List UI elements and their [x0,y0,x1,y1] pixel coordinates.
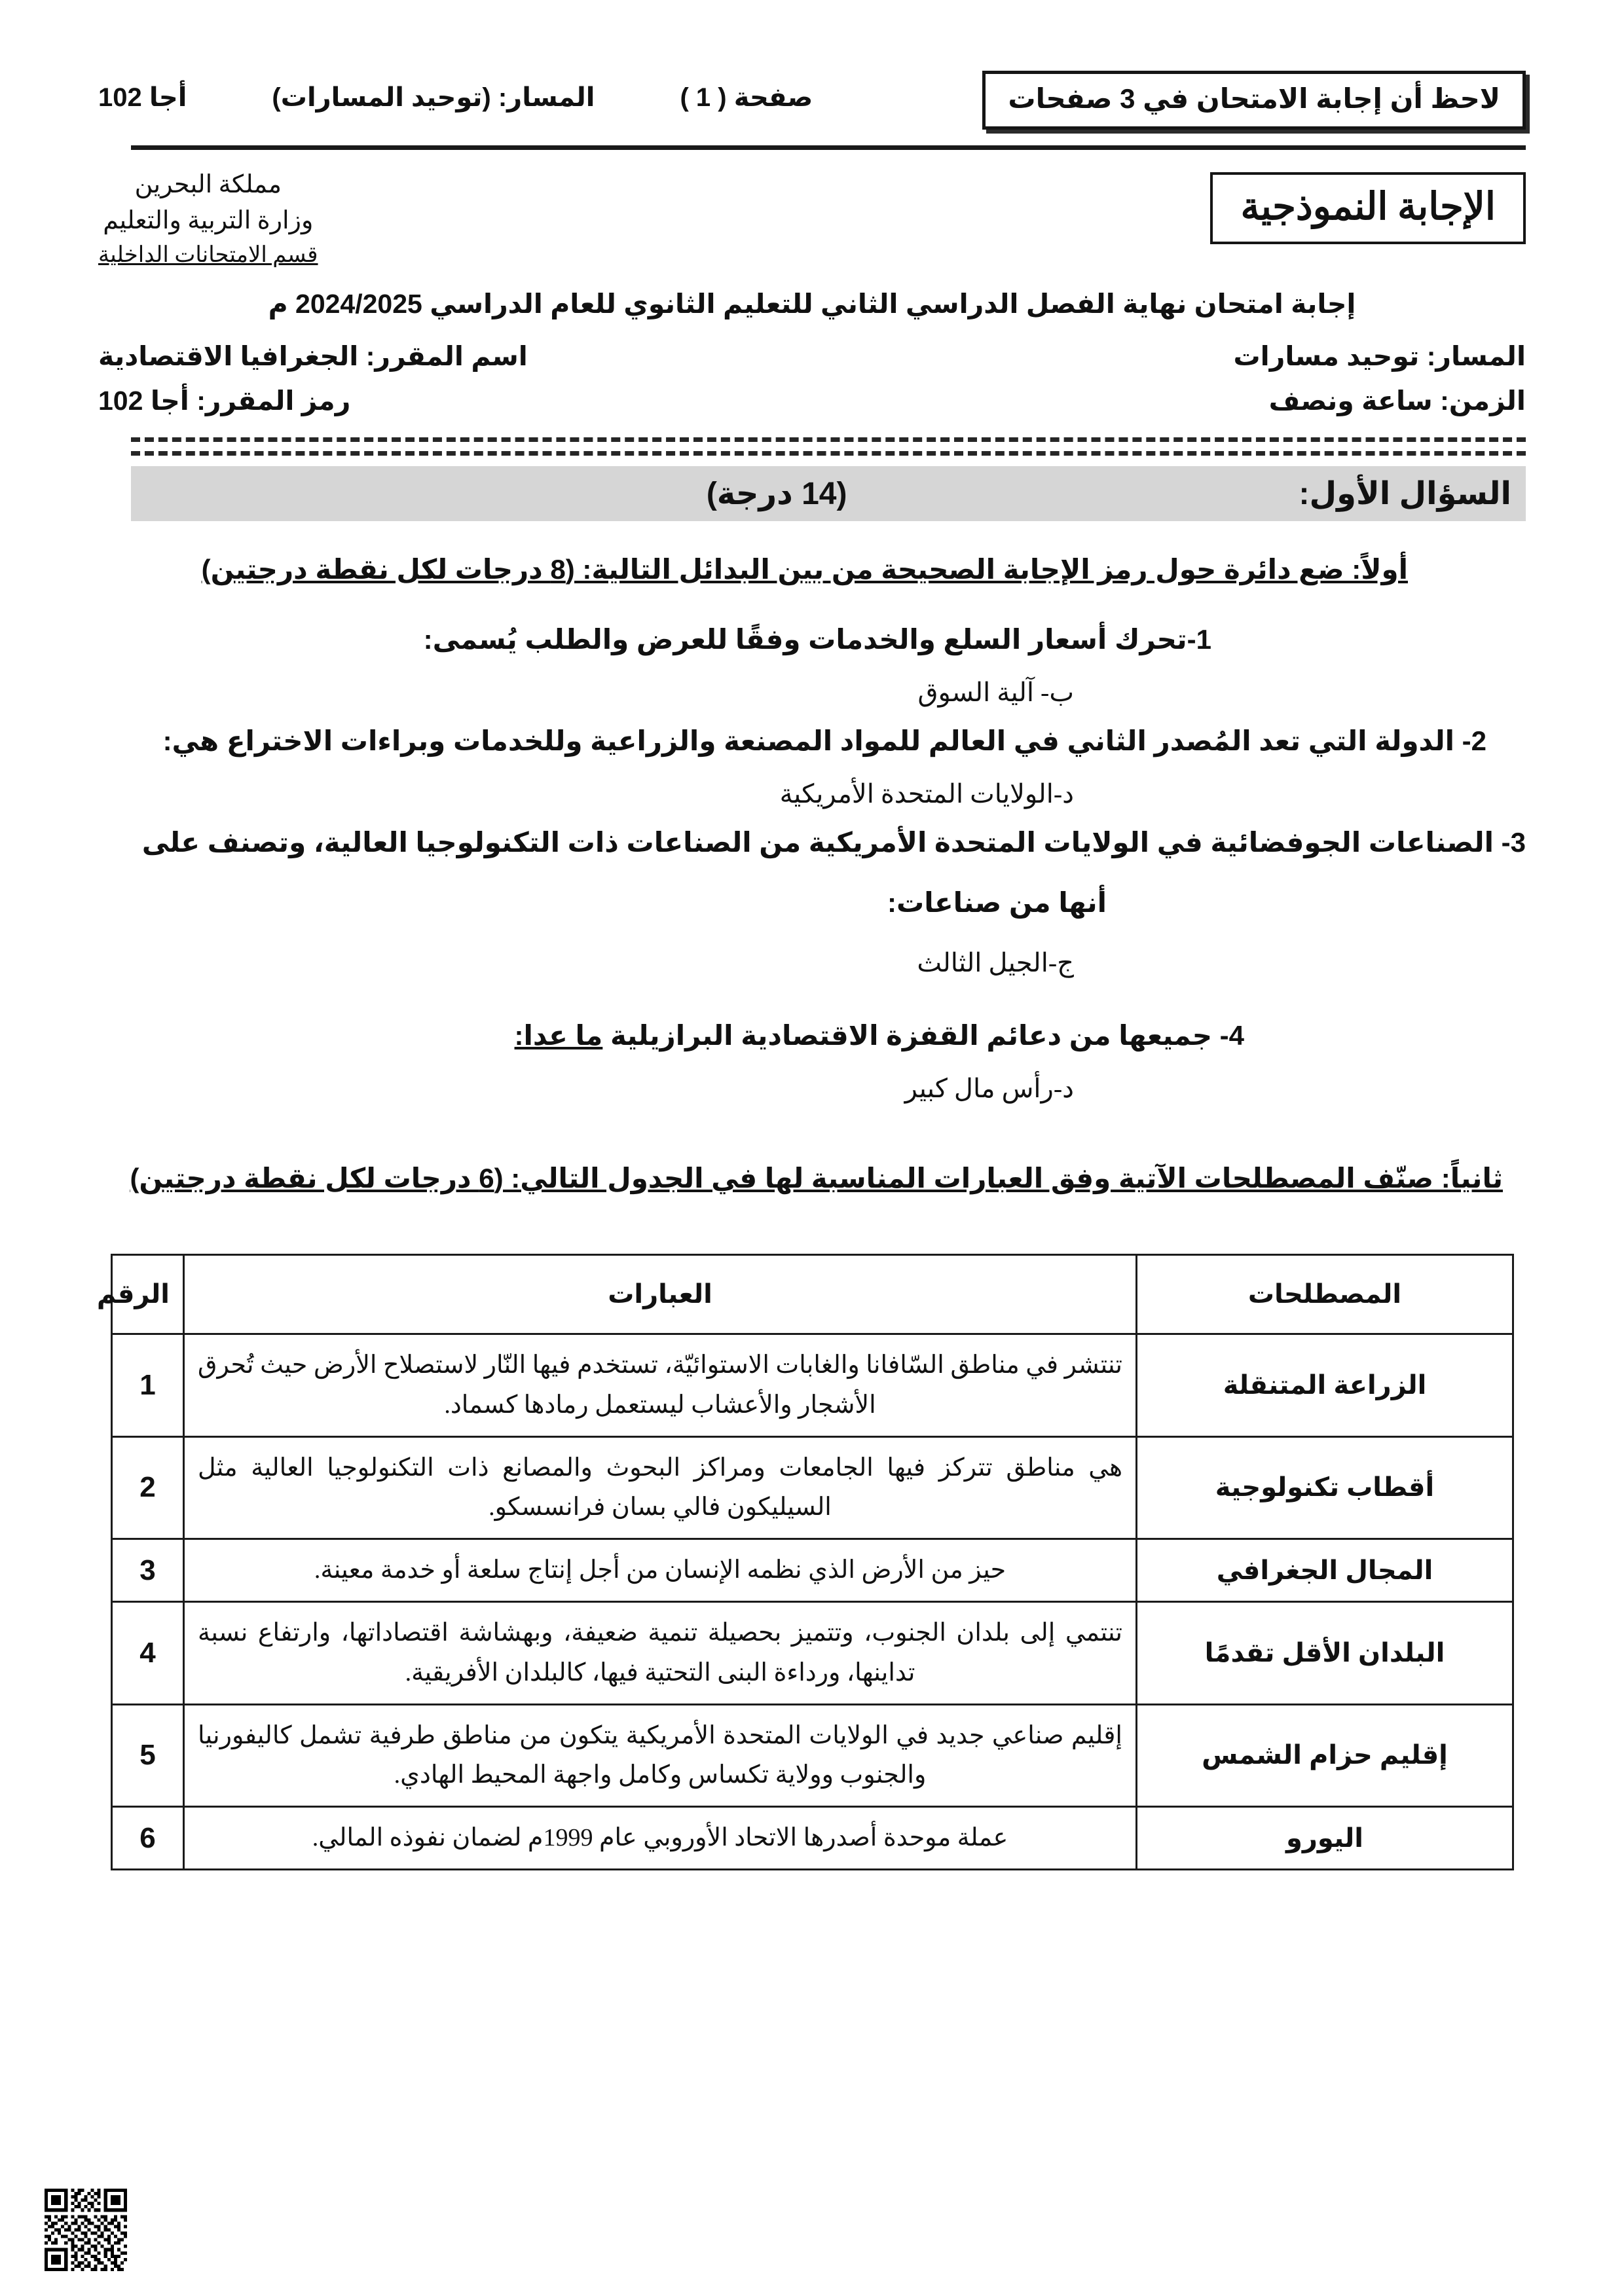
mcq-stem-3-line2: أنها من صناعات: [887,887,1107,918]
mcq-answer-2: د-الولايات المتحدة الأمريكية [779,779,1074,809]
row-statement: عملة موحدة أصدرها الاتحاد الأوروبي عام 1999م لضمان نفوذه المالي. [184,1807,1137,1870]
terms-table-body [112,1334,1513,1870]
table-row [112,1539,1513,1602]
course-info-line-1 [98,340,1526,372]
department-name: قسم الامتحانات الداخلية [98,243,318,268]
qr-code-icon [45,2189,127,2271]
row-term: البلدان الأقل تقدمًا [1137,1601,1513,1704]
row-term: الزراعة المتنقلة [1137,1334,1513,1437]
table-header-row [112,1255,1513,1334]
header-course-code: أجا 102 [98,83,187,112]
row-statement: تنتمي إلى بلدان الجنوب، وتتميز بحصيلة تنمية ضعيفة، وبهشاشة اقتصاداتها، وارتفاع نسبة تداينها، ورداءة البنى التحتية فيها، كالبلدان الأفريقية. [184,1601,1137,1704]
course-name: اسم المقرر: الجغرافيا الاقتصادية [98,341,528,371]
row-number: 4 [112,1601,184,1704]
header-divider [131,145,1526,150]
pages-note-text: لاحظ أن إجابة الامتحان في 3 صفحات [1008,83,1500,114]
question-one-banner [131,466,1526,521]
row-term: اليورو [1137,1807,1513,1870]
table-row [112,1436,1513,1539]
row-number: 6 [112,1807,184,1870]
row-term: أقطاب تكنولوجية [1137,1436,1513,1539]
page-header [98,71,1526,143]
course-info-line-2 [98,385,1526,416]
ministry-block [98,167,318,271]
terms-table [96,1254,1514,1870]
mcq-item-2 [98,720,1526,809]
column-header-statements: العبارات [184,1255,1137,1334]
mcq-item-1 [98,619,1526,708]
row-statement: هي مناطق تتركز فيها الجامعات ومراكز البحوث والمصانع ذات التكنولوجيا العالية مثل السيليكون فالي بسان فرانسسكو. [184,1436,1137,1539]
row-statement: إقليم صناعي جديد في الولايات المتحدة الأمريكية يتكون من مناطق طرفية تشمل كاليفورنيا والجنوب وولاية تكساس وكامل واجهة المحيط الهادي. [184,1704,1137,1807]
exam-time: الزمن: ساعة ونصف [1268,386,1526,416]
row-statement: حيز من الأرض الذي نظمه الإنسان من أجل إنتاج سلعة أو خدمة معينة. [184,1539,1137,1602]
mcq-answer-4: د-رأس مال كبير [904,1074,1074,1103]
table-row [112,1601,1513,1704]
mcq-stem-2: 2- الدولة التي تعد المُصدر الثاني في العالم للمواد المصنعة والزراعية وللخدمات وبراءات الاختراع هي: [162,725,1486,756]
mcq-answer-1: ب- آلية السوق [917,678,1074,707]
row-term: إقليم حزام الشمس [1137,1704,1513,1807]
terms-table-wrapper [96,1254,1514,1870]
mcq-stem-1: 1-تحرك أسعار السلع والخدمات وفقًا للعرض والطلب يُسمى: [423,624,1211,655]
column-header-number: الرقم [112,1255,184,1334]
header-track: المسار: (توحيد المسارات) [272,83,595,112]
table-row [112,1334,1513,1437]
row-number: 2 [112,1436,184,1539]
country-name: مملكة البحرين [134,171,282,198]
question-one-marks: (14 درجة) [706,477,847,511]
table-row [112,1807,1513,1870]
ministry-name: وزارة التربية والتعليم [103,207,314,235]
row-number: 1 [112,1334,184,1437]
part-two-heading: ثانياً: صنّف المصطلحات الآتية وفق العبارات المناسبة لها في الجدول التالي: (6 درجات لكل نقطة درجتين) [130,1163,1503,1194]
row-number: 5 [112,1704,184,1807]
row-term: المجال الجغرافي [1137,1539,1513,1602]
pages-note-box [982,71,1526,130]
exam-title: إجابة امتحان نهاية الفصل الدراسي الثاني للتعليم الثانوي للعام الدراسي 2024/2025 م [268,289,1356,319]
question-one-label: السؤال الأول: [1299,477,1511,511]
row-number: 3 [112,1539,184,1602]
header-meta [98,71,813,113]
section-divider [131,437,1526,456]
mcq-stem-3: 3- الصناعات الجوفضائية في الولايات المتحدة الأمريكية من الصناعات ذات التكنولوجيا العالية، وتصنف على [141,827,1526,858]
model-answer-title: الإجابة النموذجية [1240,185,1496,228]
mcq-item-4 [98,1015,1526,1104]
course-code: رمز المقرر: أجا 102 [98,386,351,416]
model-answer-title-box [1210,172,1526,244]
header-page-label: صفحة ( 1 ) [680,83,813,112]
mcq-stem-4-text: 4- جميعها من دعائم القفزة الاقتصادية البرازيلية [602,1020,1244,1051]
track-value: المسار: توحيد مسارات [1233,341,1526,371]
mcq-answer-3: ج-الجيل الثالث [917,948,1074,977]
mcq-item-3 [98,822,1526,978]
mcq-stem-4 [98,1015,1526,1056]
identity-block [98,167,1526,271]
column-header-terms: المصطلحات [1137,1255,1513,1334]
row-statement: تنتشر في مناطق السّافانا والغابات الاستوائيّة، تستخدم فيها النّار لاستصلاح الأرض حيث تُحرق الأشجار والأعشاب ليستعمل رمادها كسماد. [184,1334,1137,1437]
table-row [112,1704,1513,1807]
part-one-heading: أولاً: ضع دائرة حول رمز الإجابة الصحيحة من بين البدائل التالية: (8 درجات لكل نقطة درجتين) [201,554,1408,585]
mcq-stem-4-exception: ما عدا: [514,1020,603,1051]
